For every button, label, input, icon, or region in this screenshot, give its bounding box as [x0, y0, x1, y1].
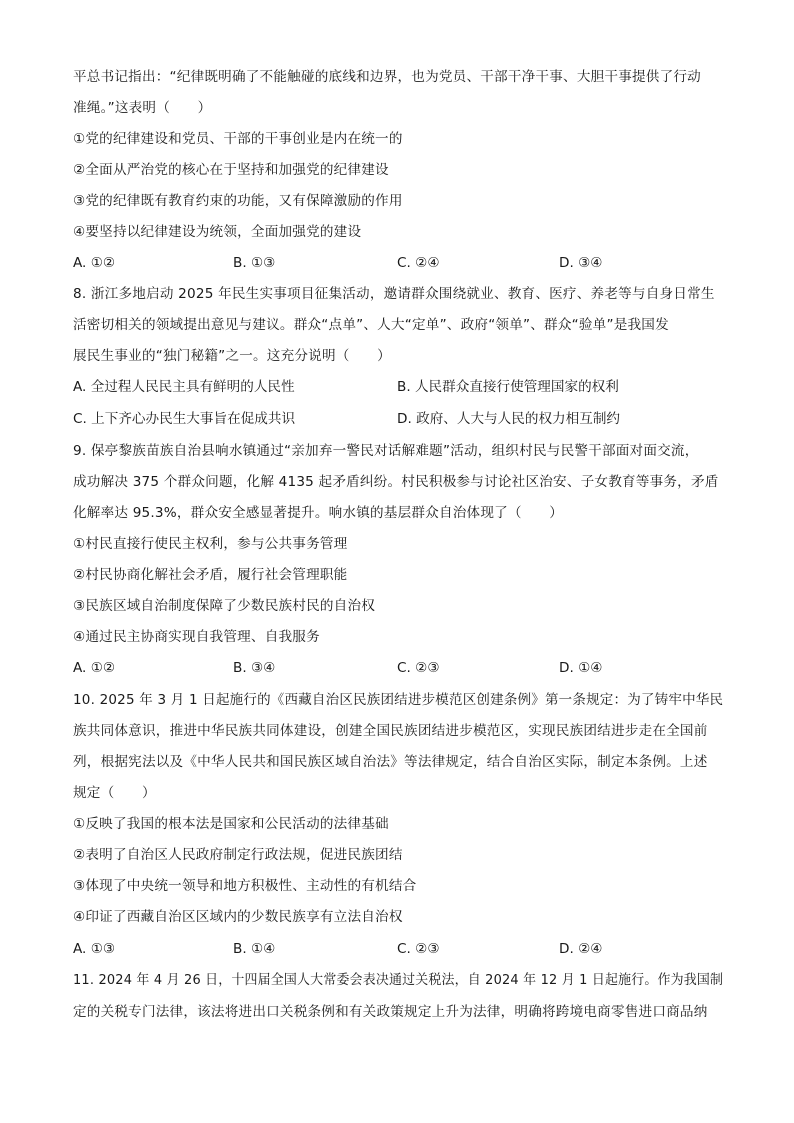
q8-option-b: B. 人民群众直接行使管理国家的权利 — [397, 379, 619, 395]
q9-stem-line-2: 成功解决 375 个群众问题，化解 4135 起矛盾纠纷。村民积极参与讨论社区治安、子女教育等事务，矛盾 — [73, 474, 719, 490]
q7-stem-line-1: 平总书记指出：“纪律既明确了不能触碰的底线和边界，也为党员、干部干净干事、大胆干事提供了行动 — [73, 69, 701, 85]
q10-option-d: D. ②④ — [559, 941, 603, 957]
q8-stem-line-3: 展民生事业的“独门秘籍”之一。这充分说明（ ） — [73, 348, 391, 364]
q9-statement-4: ④通过民主协商实现自我管理、自我服务 — [73, 629, 320, 645]
q7-option-a: A. ①② — [73, 255, 116, 271]
q7-statement-2: ②全面从严治党的核心在于坚持和加强党的纪律建设 — [73, 162, 389, 178]
q9-statement-3: ③民族区域自治制度保障了少数民族村民的自治权 — [73, 598, 376, 614]
q10-option-b: B. ①④ — [233, 941, 276, 957]
q10-statement-2: ②表明了自治区人民政府制定行政法规，促进民族团结 — [73, 847, 403, 863]
q10-stem-line-2: 族共同体意识，推进中华民族共同体建设，创建全国民族团结进步模范区，实现民族团结进步走在全国前 — [73, 723, 708, 739]
q7-statement-4: ④要坚持以纪律建设为统领，全面加强党的建设 — [73, 224, 362, 240]
q7-statement-3: ③党的纪律既有教育约束的功能，又有保障激励的作用 — [73, 193, 403, 209]
q10-option-c: C. ②③ — [397, 941, 440, 957]
q9-statement-1: ①村民直接行使民主权利，参与公共事务管理 — [73, 536, 348, 552]
q11-stem-line-1: 11. 2024 年 4 月 26 日，十四届全国人大常委会表决通过关税法，自 2024 年 12 月 1 日起施行。作为我国制 — [73, 972, 724, 988]
q8-stem-line-1: 8. 浙江多地启动 2025 年民生实事项目征集活动，邀请群众围绕就业、教育、医疗、养老等与自身日常生 — [73, 286, 715, 302]
q9-option-d: D. ①④ — [559, 660, 603, 676]
q9-option-a: A. ①② — [73, 660, 116, 676]
q10-stem-line-1: 10. 2025 年 3 月 1 日起施行的《西藏自治区民族团结进步模范区创建条例》第一条规定：为了铸牢中华民 — [73, 692, 724, 708]
q7-option-d: D. ③④ — [559, 255, 603, 271]
q10-statement-1: ①反映了我国的根本法是国家和公民活动的法律基础 — [73, 816, 389, 832]
q7-statement-1: ①党的纪律建设和党员、干部的干事创业是内在统一的 — [73, 131, 403, 147]
q11-stem-line-2: 定的关税专门法律，该法将进出口关税条例和有关政策规定上升为法律，明确将跨境电商零售进口商品纳 — [73, 1004, 708, 1020]
q8-option-c: C. 上下齐心办民生大事旨在促成共识 — [73, 411, 296, 427]
q8-option-d: D. 政府、人大与人民的权力相互制约 — [397, 411, 621, 427]
q10-stem-line-3: 列，根据宪法以及《中华人民共和国民族区域自治法》等法律规定，结合自治区实际，制定本条例。上述 — [73, 754, 708, 770]
q7-option-b: B. ①③ — [233, 255, 276, 271]
q9-stem-line-1: 9. 保亭黎族苗族自治县响水镇通过“亲加弃一警民对话解难题”活动，组织村民与民警干部面对面交流， — [73, 443, 699, 459]
q8-stem-line-2: 活密切相关的领域提出意见与建议。群众“点单”、人大“定单”、政府“领单”、群众“验单”是我国发 — [73, 317, 669, 333]
q10-statement-3: ③体现了中央统一领导和地方积极性、主动性的有机结合 — [73, 878, 417, 894]
q9-stem-line-3: 化解率达 95.3%，群众安全感显著提升。响水镇的基层群众自治体现了（ ） — [73, 505, 564, 521]
q9-option-c: C. ②③ — [397, 660, 440, 676]
q7-stem-line-2: 准绳。”这表明（ ） — [73, 100, 212, 116]
q9-statement-2: ②村民协商化解社会矛盾，履行社会管理职能 — [73, 567, 348, 583]
q7-option-c: C. ②④ — [397, 255, 440, 271]
q10-statement-4: ④印证了西藏自治区区域内的少数民族享有立法自治权 — [73, 909, 403, 925]
q8-option-a: A. 全过程人民民主具有鲜明的人民性 — [73, 379, 295, 395]
q10-option-a: A. ①③ — [73, 941, 116, 957]
q10-stem-line-4: 规定（ ） — [73, 785, 156, 801]
q9-option-b: B. ③④ — [233, 660, 276, 676]
